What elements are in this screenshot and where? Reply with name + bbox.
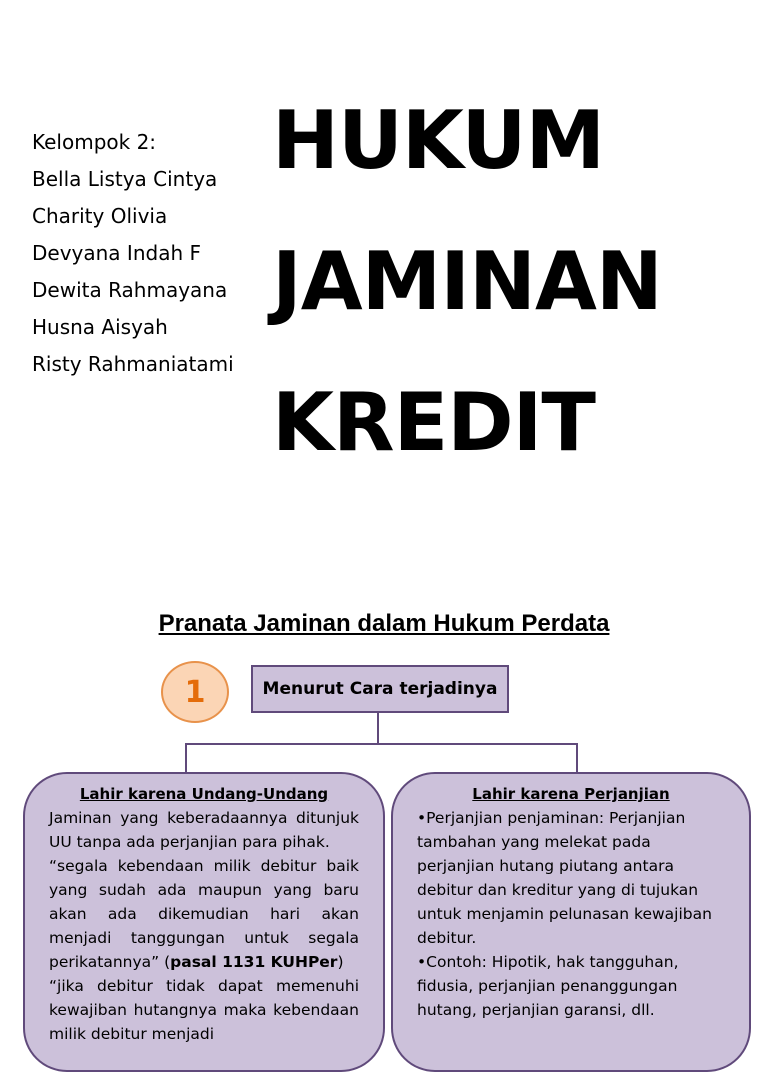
title-line: JAMINAN: [272, 235, 662, 328]
number-badge: 1: [161, 661, 229, 723]
member-name: Bella Listya Cintya: [32, 167, 218, 191]
title-line: KREDIT: [272, 376, 595, 469]
connector-right-drop: [576, 743, 578, 773]
branch-title: Lahir karena Perjanjian: [472, 785, 670, 803]
slide-heading: Pranata Jaminan dalam Hukum Perdata: [158, 610, 610, 637]
slide-title: [272, 70, 662, 493]
branch-paragraph: •Contoh: Hipotik, hak tangguhan, fidusia, perjanjian penanggungan hutang, perjanjian garansi, dll.: [417, 953, 679, 1019]
branch-paragraph: Jaminan yang keberadaannya ditunjuk UU tanpa ada perjanjian para pihak.: [49, 809, 359, 851]
content-slide: [0, 576, 768, 1043]
branch-title: Lahir karena Undang-Undang: [79, 785, 329, 803]
member-name: Husna Aisyah: [32, 315, 168, 339]
branch-paragraph: “jika debitur tidak dapat memenuhi kewajiban hutangnya maka kebendaan milik debitur menjadi: [49, 977, 359, 1043]
member-name: Dewita Rahmayana: [32, 278, 228, 302]
group-members: [32, 124, 234, 383]
connector-left-drop: [185, 743, 187, 773]
branch-perjanjian: [391, 772, 751, 1072]
member-name: Charity Olivia: [32, 204, 168, 228]
branch-undang-undang: [23, 772, 385, 1072]
branch-paragraph: •Perjanjian penjaminan: Perjanjian tambahan yang melekat pada perjanjian hutang piutang antara debitur dan kreditur yang di tujukan untuk menjamin pelunasan kewajiban debitur.: [417, 809, 712, 947]
branch-paragraph: “segala kebendaan milik debitur baik yang sudah ada maupun yang baru akan ada dikemudian hari akan menjadi tanggungan untuk segala perikatannya” (pasal 1131 KUHPer): [49, 857, 359, 971]
category-box: Menurut Cara terjadinya: [251, 665, 509, 713]
connector-vertical-top: [377, 713, 379, 744]
title-line: HUKUM: [272, 94, 605, 187]
law-reference: pasal 1131 KUHPer: [170, 953, 338, 971]
connector-horizontal: [185, 743, 578, 745]
member-name: Devyana Indah F: [32, 241, 201, 265]
member-name: Risty Rahmaniatami: [32, 352, 234, 376]
group-label: Kelompok 2:: [32, 130, 157, 154]
